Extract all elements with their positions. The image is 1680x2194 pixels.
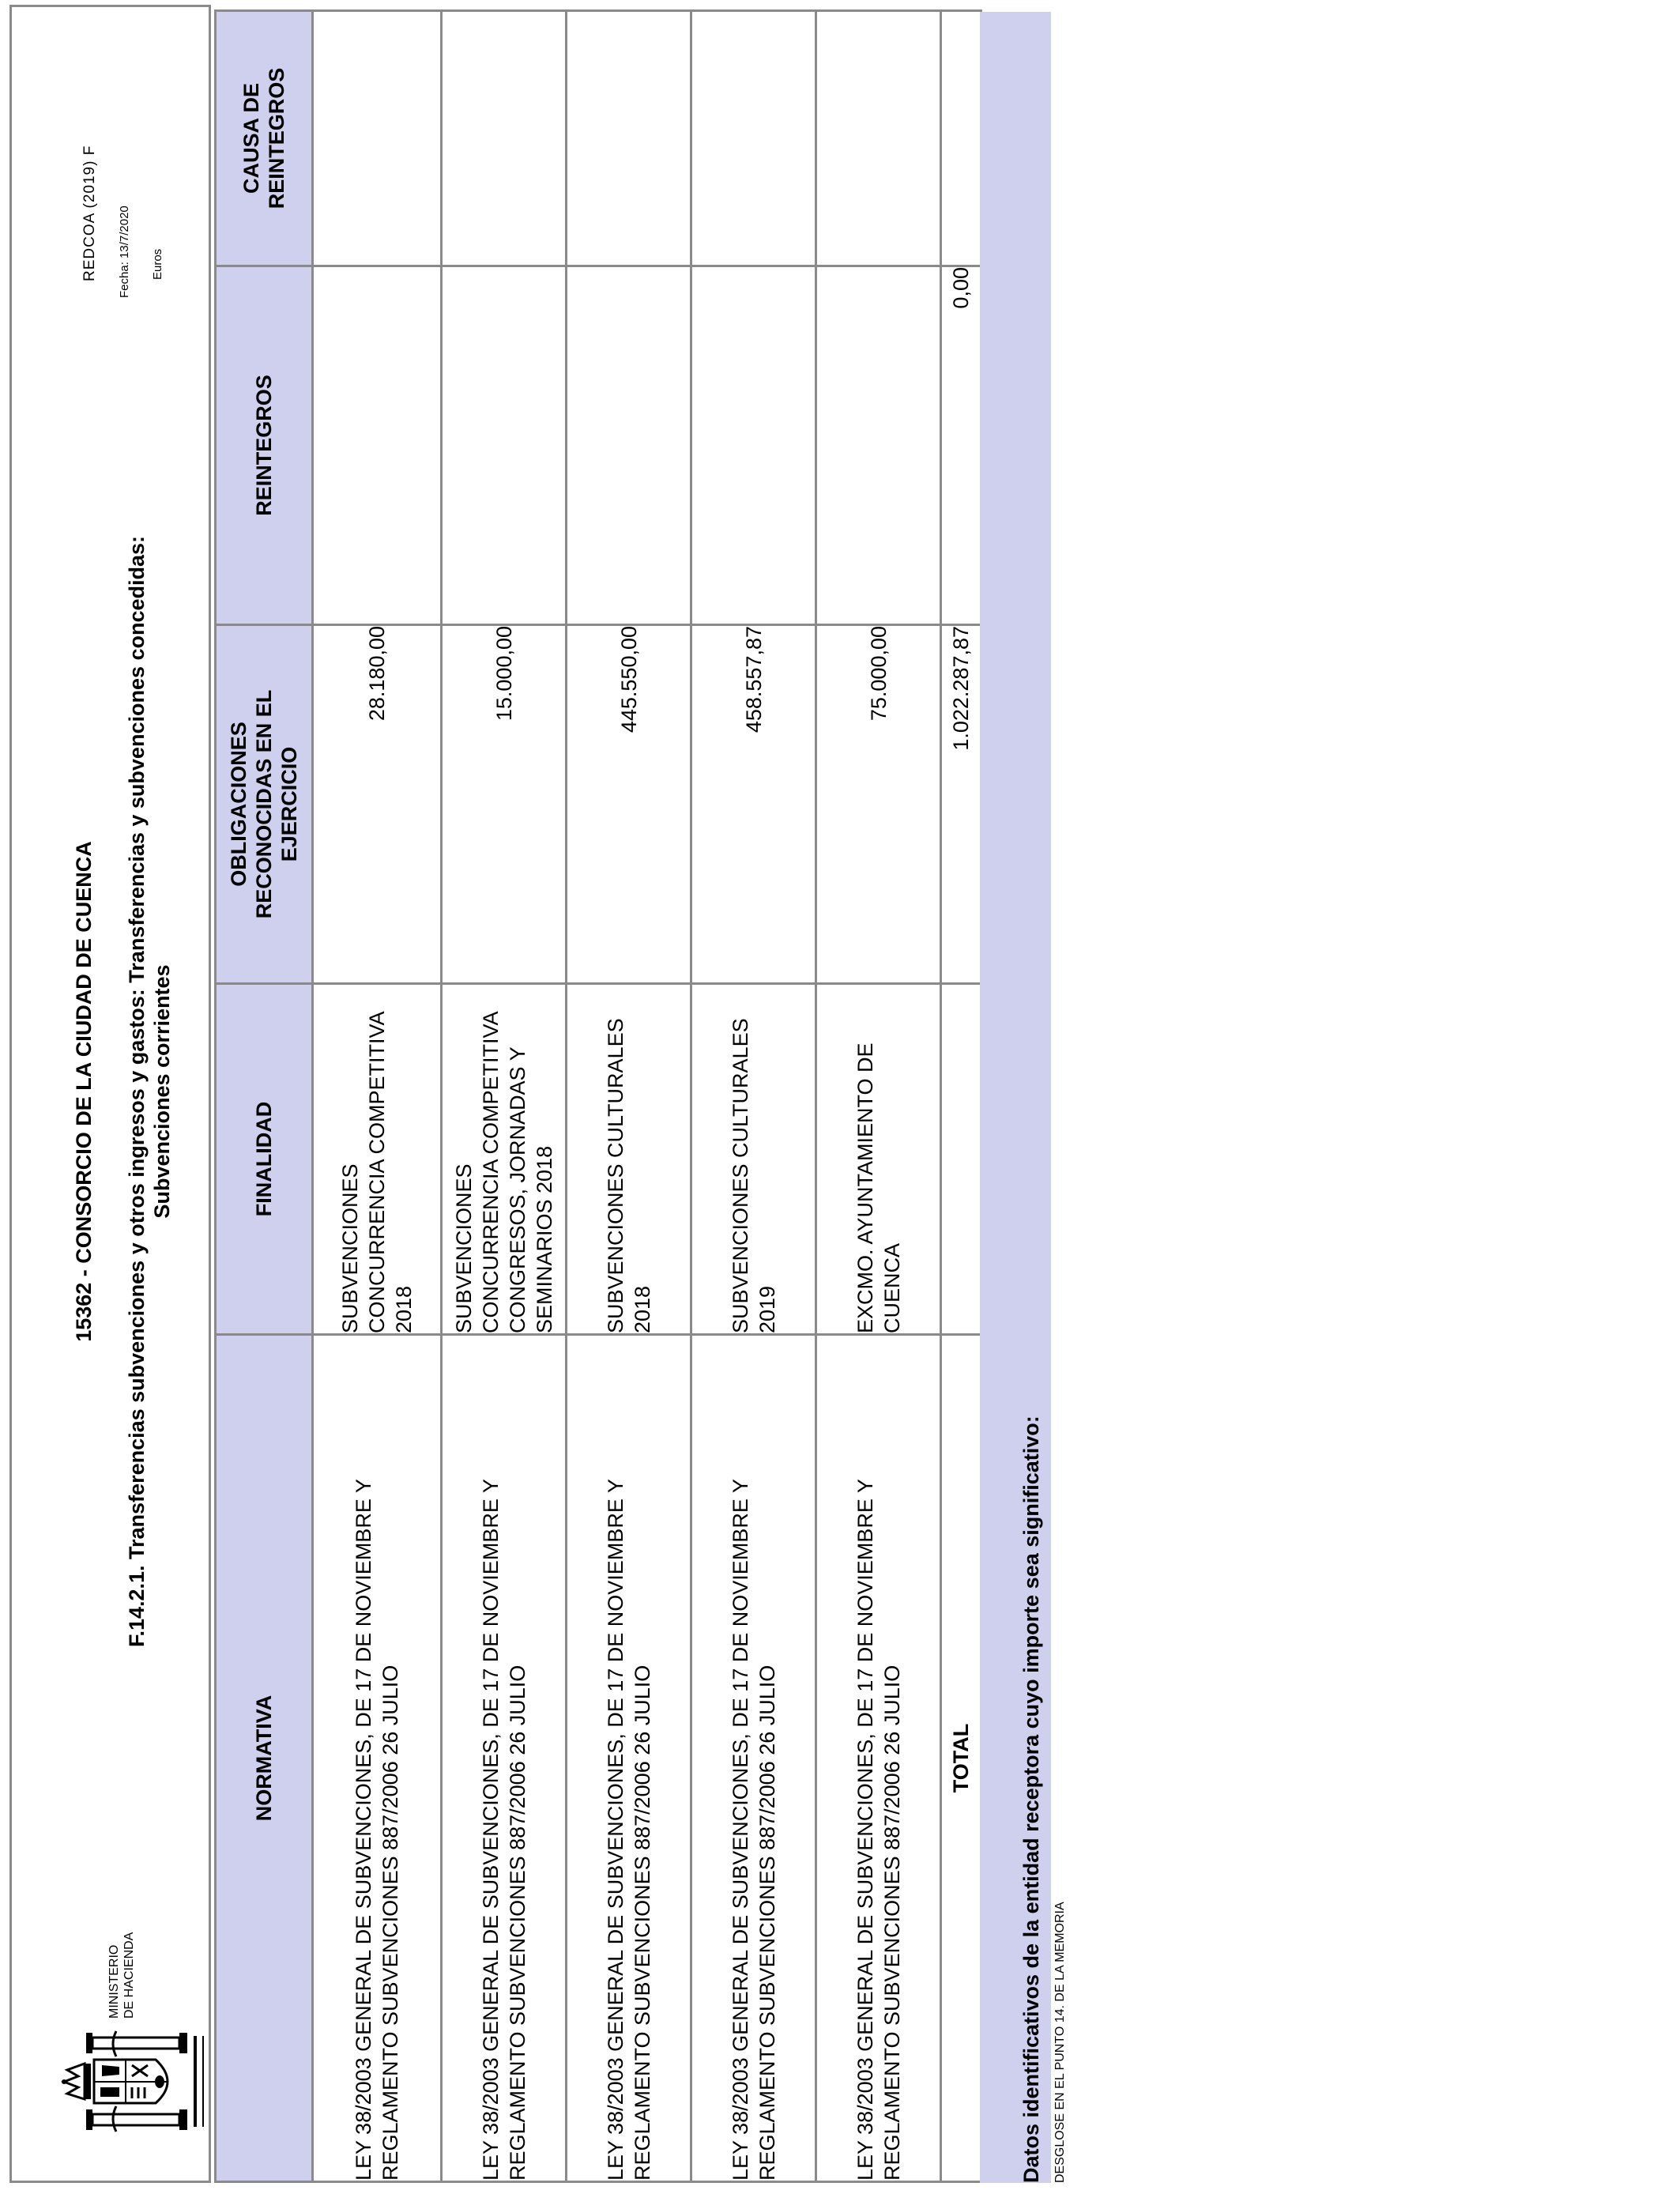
cell-finalidad: SUBVENCIONES CONCURRENCIA COMPETITIVA 2018 [313, 984, 442, 1335]
significant-recipient-note: Datos identificativos de la entidad receptora cuyo importe sea significativo: [1019, 1416, 1043, 2183]
total-row [941, 11, 981, 2182]
form-title-line-2: Subvenciones corrientes [150, 964, 174, 1219]
column-header-normativa: NORMATIVA [216, 1335, 313, 2182]
table-row [816, 11, 941, 2182]
table-row [567, 11, 691, 2182]
cell-normativa: LEY 38/2003 GENERAL DE SUBVENCIONES, DE 17 DE NOVIEMBRE Y REGLAMENTO SUBVENCIONES 887/2006 26 JULIO [442, 1335, 567, 2182]
report-date: Fecha: 13/7/2020 [118, 205, 131, 298]
cell-finalidad: SUBVENCIONES CULTURALES 2019 [691, 984, 816, 1335]
total-reintegros: 0,00 [941, 266, 981, 625]
total-label: TOTAL [941, 1335, 981, 2182]
table-row [313, 11, 442, 2182]
cell-reintegros [313, 266, 442, 625]
cell-obligaciones: 75.000,00 [816, 625, 941, 984]
cell-obligaciones: 28.180,00 [313, 625, 442, 984]
memory-reference-note: DESGLOSE EN EL PUNTO 14. DE LA MEMORIA [1053, 1902, 1067, 2183]
cell-reintegros [816, 266, 941, 625]
cell-causa [313, 11, 442, 266]
table-header-row [216, 11, 313, 2182]
table-row [691, 11, 816, 2182]
cell-reintegros [567, 266, 691, 625]
entity-title: 15362 - CONSORCIO DE LA CIUDAD DE CUENCA [72, 841, 96, 1342]
cell-obligaciones: 445.550,00 [567, 625, 691, 984]
cell-reintegros [691, 266, 816, 625]
header-panel [9, 5, 211, 2183]
cell-causa [816, 11, 941, 266]
cell-finalidad: SUBVENCIONES CULTURALES 2018 [567, 984, 691, 1335]
table-row [442, 11, 567, 2182]
total-causa-empty [941, 11, 981, 266]
cell-finalidad: SUBVENCIONES CONCURRENCIA COMPETITIVA CONGRESOS, JORNADAS Y SEMINARIOS 2018 [442, 984, 567, 1335]
cell-causa [691, 11, 816, 266]
column-header-reintegros: REINTEGROS [216, 266, 313, 625]
ministry-line-1: MINISTERIO [107, 1944, 121, 2019]
form-title [124, 2, 175, 2181]
cell-normativa: LEY 38/2003 GENERAL DE SUBVENCIONES, DE 17 DE NOVIEMBRE Y REGLAMENTO SUBVENCIONES 887/2006 26 JULIO [691, 1335, 816, 2182]
form-title-line-1: F.14.2.1. Transferencias subvenciones y otros ingresos y gastos: Transferencias y subvenciones concedidas: [125, 535, 149, 1648]
ministry-line-2: DE HACIENDA [122, 1932, 136, 2019]
total-obligaciones: 1.022.287,87 [941, 625, 981, 984]
currency-unit: Euros [151, 248, 164, 280]
cell-reintegros [442, 266, 567, 625]
total-finalidad-empty [941, 984, 981, 1335]
cell-normativa: LEY 38/2003 GENERAL DE SUBVENCIONES, DE 17 DE NOVIEMBRE Y REGLAMENTO SUBVENCIONES 887/2006 26 JULIO [816, 1335, 941, 2182]
cell-obligaciones: 458.557,87 [691, 625, 816, 984]
column-header-finalidad: FINALIDAD [216, 984, 313, 1335]
report-code: REDCOA (2019) F [81, 145, 98, 281]
cell-obligaciones: 15.000,00 [442, 625, 567, 984]
cell-normativa: LEY 38/2003 GENERAL DE SUBVENCIONES, DE 17 DE NOVIEMBRE Y REGLAMENTO SUBVENCIONES 887/2006 26 JULIO [313, 1335, 442, 2182]
cell-normativa: LEY 38/2003 GENERAL DE SUBVENCIONES, DE 17 DE NOVIEMBRE Y REGLAMENTO SUBVENCIONES 887/2006 26 JULIO [567, 1335, 691, 2182]
cell-causa [567, 11, 691, 266]
column-header-causa: CAUSA DE REINTEGROS [216, 11, 313, 266]
cell-causa [442, 11, 567, 266]
subsidies-table [214, 9, 982, 2183]
cell-finalidad: EXCMO. AYUNTAMIENTO DE CUENCA [816, 984, 941, 1335]
column-header-obligaciones: OBLIGACIONES RECONOCIDAS EN EL EJERCICIO [216, 625, 313, 984]
